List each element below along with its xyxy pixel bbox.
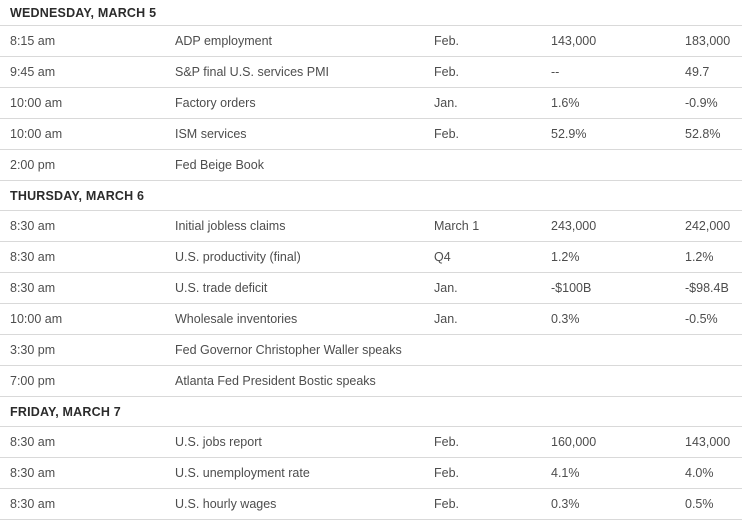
event-row bbox=[0, 273, 742, 304]
event-row bbox=[0, 304, 742, 335]
median-cell: -- bbox=[551, 65, 560, 79]
median-cell: 243,000 bbox=[551, 219, 597, 233]
report-cell: Atlanta Fed President Bostic speaks bbox=[175, 374, 376, 388]
previous-cell: -0.5% bbox=[685, 312, 718, 326]
time-cell: 10:00 am bbox=[10, 96, 63, 110]
previous-cell: -0.9% bbox=[685, 96, 718, 110]
median-cell: 1.6% bbox=[551, 96, 580, 110]
time-cell: 8:30 am bbox=[10, 250, 56, 264]
time-cell: 8:30 am bbox=[10, 435, 56, 449]
event-row bbox=[0, 242, 742, 273]
time-cell: 8:15 am bbox=[10, 34, 56, 48]
event-row bbox=[0, 57, 742, 88]
event-row bbox=[0, 26, 742, 57]
day-section bbox=[0, 181, 742, 397]
report-cell: Factory orders bbox=[175, 96, 256, 110]
period-cell: Feb. bbox=[434, 127, 460, 141]
report-cell: Initial jobless claims bbox=[175, 219, 286, 233]
time-cell: 8:30 am bbox=[10, 466, 56, 480]
period-cell: March 1 bbox=[434, 219, 480, 233]
day-section bbox=[0, 397, 742, 520]
previous-cell: 183,000 bbox=[685, 34, 731, 48]
event-row bbox=[0, 366, 742, 397]
period-cell: Jan. bbox=[434, 312, 458, 326]
event-row bbox=[0, 119, 742, 150]
median-cell: 143,000 bbox=[551, 34, 597, 48]
period-cell: Feb. bbox=[434, 34, 460, 48]
report-cell: U.S. trade deficit bbox=[175, 281, 268, 295]
previous-cell: 1.2% bbox=[685, 250, 714, 264]
median-cell: 1.2% bbox=[551, 250, 580, 264]
previous-cell: -$98.4B bbox=[685, 281, 729, 295]
report-cell: U.S. hourly wages bbox=[175, 497, 277, 511]
median-cell: 160,000 bbox=[551, 435, 597, 449]
previous-cell: 0.5% bbox=[685, 497, 714, 511]
time-cell: 8:30 am bbox=[10, 281, 56, 295]
period-cell: Jan. bbox=[434, 96, 458, 110]
report-cell: Wholesale inventories bbox=[175, 312, 298, 326]
period-cell: Q4 bbox=[434, 250, 451, 264]
event-row bbox=[0, 88, 742, 119]
day-header: FRIDAY, MARCH 7 bbox=[0, 397, 742, 427]
event-row bbox=[0, 150, 742, 181]
report-cell: U.S. productivity (final) bbox=[175, 250, 301, 264]
time-cell: 8:30 am bbox=[10, 497, 56, 511]
previous-cell: 52.8% bbox=[685, 127, 721, 141]
period-cell: Feb. bbox=[434, 65, 460, 79]
report-cell: S&P final U.S. services PMI bbox=[175, 65, 329, 79]
day-section bbox=[0, 0, 742, 181]
time-cell: 2:00 pm bbox=[10, 158, 56, 172]
period-cell: Feb. bbox=[434, 466, 460, 480]
previous-cell: 49.7 bbox=[685, 65, 710, 79]
time-cell: 9:45 am bbox=[10, 65, 56, 79]
time-cell: 10:00 am bbox=[10, 127, 63, 141]
median-cell: 0.3% bbox=[551, 312, 580, 326]
median-cell: 4.1% bbox=[551, 466, 580, 480]
day-header: THURSDAY, MARCH 6 bbox=[0, 181, 742, 211]
time-cell: 10:00 am bbox=[10, 312, 63, 326]
report-cell: Fed Governor Christopher Waller speaks bbox=[175, 343, 402, 357]
previous-cell: 242,000 bbox=[685, 219, 731, 233]
period-cell: Feb. bbox=[434, 435, 460, 449]
time-cell: 3:30 pm bbox=[10, 343, 56, 357]
time-cell: 7:00 pm bbox=[10, 374, 56, 388]
median-cell: 52.9% bbox=[551, 127, 587, 141]
event-row bbox=[0, 211, 742, 242]
time-cell: 8:30 am bbox=[10, 219, 56, 233]
day-header: WEDNESDAY, MARCH 5 bbox=[0, 0, 742, 26]
event-row bbox=[0, 335, 742, 366]
report-cell: Fed Beige Book bbox=[175, 158, 264, 172]
event-row bbox=[0, 427, 742, 458]
report-cell: U.S. unemployment rate bbox=[175, 466, 310, 480]
median-cell: -$100B bbox=[551, 281, 592, 295]
report-cell: U.S. jobs report bbox=[175, 435, 262, 449]
report-cell: ADP employment bbox=[175, 34, 273, 48]
median-cell: 0.3% bbox=[551, 497, 580, 511]
event-row bbox=[0, 458, 742, 489]
report-cell: ISM services bbox=[175, 127, 247, 141]
period-cell: Feb. bbox=[434, 497, 460, 511]
previous-cell: 143,000 bbox=[685, 435, 731, 449]
event-row bbox=[0, 489, 742, 520]
period-cell: Jan. bbox=[434, 281, 458, 295]
previous-cell: 4.0% bbox=[685, 466, 714, 480]
